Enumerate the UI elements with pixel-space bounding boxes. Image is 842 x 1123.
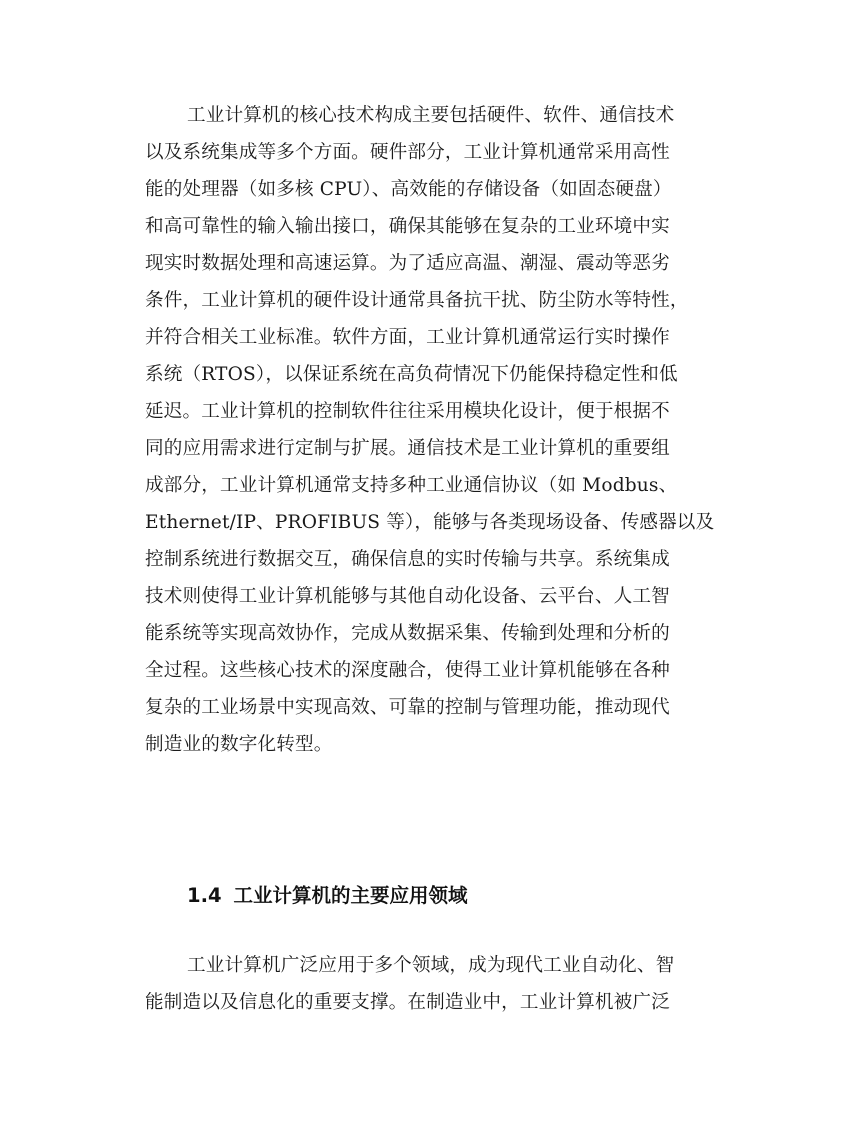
text-line: 控制系统进行数据交互，确保信息的实时传输与共享。系统集成	[145, 549, 670, 570]
text-line: 同的应用需求进行定制与扩展。通信技术是工业计算机的重要组	[145, 438, 670, 459]
text-line: 并符合相关工业标准。软件方面，工业计算机通常运行实时操作	[145, 327, 670, 348]
text-line: 系统（RTOS），以保证系统在高负荷情况下仍能保持稳定性和低	[145, 364, 678, 385]
text-line: 制造业的数字化转型。	[145, 734, 333, 755]
text-line: Ethernet/IP、PROFIBUS 等），能够与各类现场设备、传感器以及	[145, 512, 715, 533]
text-line: 技术则使得工业计算机能够与其他自动化设备、云平台、人工智	[145, 586, 670, 607]
text-line: 成部分，工业计算机通常支持多种工业通信协议（如 Modbus、	[145, 475, 678, 496]
text-line: 现实时数据处理和高速运算。为了适应高温、潮湿、震动等恶劣	[145, 253, 670, 274]
text-line: 全过程。这些核心技术的深度融合，使得工业计算机能够在各种	[145, 660, 670, 681]
body-paragraph	[145, 947, 698, 1021]
text-line: 工业计算机的核心技术构成主要包括硬件、软件、通信技术	[187, 105, 675, 126]
section-title: 工业计算机的主要应用领域	[233, 884, 468, 907]
section-number: 1.4	[187, 884, 222, 907]
text-line: 延迟。工业计算机的控制软件往往采用模块化设计，便于根据不	[145, 401, 670, 422]
text-line: 和高可靠性的输入输出接口，确保其能够在复杂的工业环境中实	[145, 216, 670, 237]
text-line: 能系统等实现高效协作，完成从数据采集、传输到处理和分析的	[145, 623, 670, 644]
text-line: 工业计算机广泛应用于多个领域，成为现代工业自动化、智	[187, 955, 675, 976]
text-line: 能的处理器（如多核 CPU）、高效能的存储设备（如固态硬盘）	[145, 179, 672, 200]
text-line: 条件，工业计算机的硬件设计通常具备抗干扰、防尘防水等特性，	[145, 290, 689, 311]
section-heading	[187, 876, 468, 916]
text-line: 能制造以及信息化的重要支撑。在制造业中，工业计算机被广泛	[145, 992, 670, 1013]
text-line: 复杂的工业场景中实现高效、可靠的控制与管理功能，推动现代	[145, 697, 670, 718]
body-paragraph	[145, 97, 715, 763]
text-line: 以及系统集成等多个方面。硬件部分，工业计算机通常采用高性	[145, 142, 670, 163]
